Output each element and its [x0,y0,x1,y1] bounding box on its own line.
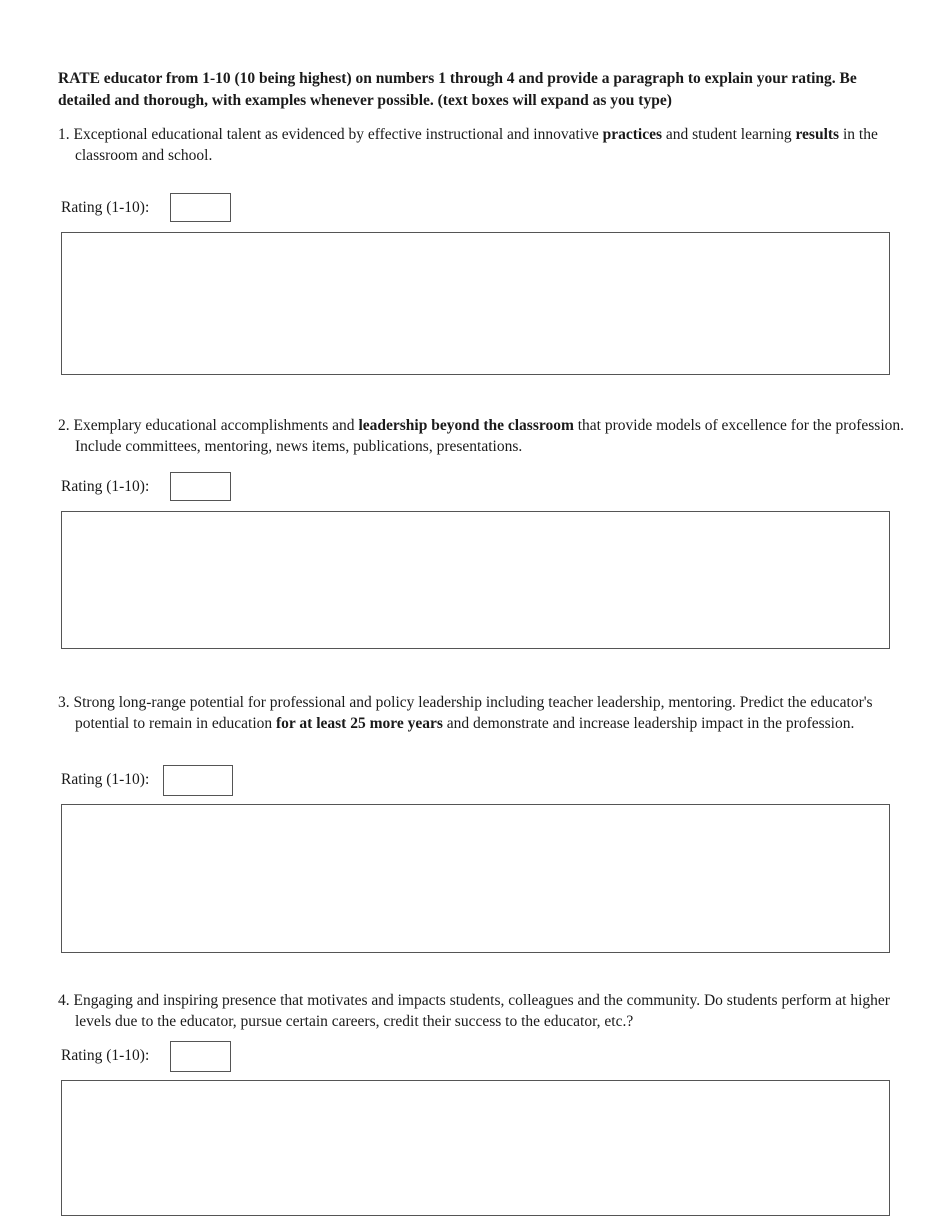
question-emphasis: results [795,126,840,143]
question-3-explanation-textbox[interactable] [61,804,890,953]
question-number: 2. [58,417,74,434]
question-text-segment: and student learning [662,126,796,143]
question-text-segment: Engaging and inspiring presence that motivates and impacts students, colleagues and the community. Do students perform at higher levels due to the educator, pursue certain careers, credit their success to the educator, etc.? [73,992,890,1030]
question-text-segment: Exceptional educational talent as evidenced by effective instructional and innovative [73,126,603,143]
question-3-text [58,692,915,734]
question-2-rating-input[interactable] [170,472,231,501]
question-4-text [58,990,915,1032]
question-text-segment: and demonstrate and increase leadership impact in the profession. [442,715,855,732]
question-2-text [58,415,915,457]
question-text-segment: Strong long-range potential for professional and policy leadership including teacher leadership, mentoring. Predict the educator's potential to remain in education [73,694,873,732]
question-4-rating-input[interactable] [170,1041,231,1072]
form-instructions: RATE educator from 1-10 (10 being highest) on numbers 1 through 4 and provide a paragraph to explain your rating. Be detailed and thorough, with examples whenever possible. (text boxes will expand as you type) [58,70,857,109]
question-1-rating-label: Rating (1-10): [61,199,150,216]
question-1-rating-input[interactable] [170,193,231,222]
question-number: 1. [58,126,74,143]
question-1-text [58,124,915,166]
question-text-segment: in the classroom and school. [75,126,878,164]
question-4-explanation-textbox[interactable] [61,1080,890,1216]
question-text-segment: Exemplary educational accomplishments and [73,417,359,434]
question-number: 3. [58,694,74,711]
question-2-explanation-textbox[interactable] [61,511,890,649]
question-2-rating-label: Rating (1-10): [61,478,150,495]
question-text-segment: that provide models of excellence for the profession. Include committees, mentoring, news items, publications, presentations. [75,417,904,455]
question-emphasis: leadership beyond the classroom [358,417,574,434]
question-1-explanation-textbox[interactable] [61,232,890,375]
question-number: 4. [58,992,74,1009]
question-3-rating-input[interactable] [163,765,233,796]
question-emphasis: practices [602,126,662,143]
question-emphasis: for at least 25 more years [276,715,443,732]
question-4-rating-label: Rating (1-10): [61,1047,150,1064]
question-3-rating-label: Rating (1-10): [61,771,150,788]
